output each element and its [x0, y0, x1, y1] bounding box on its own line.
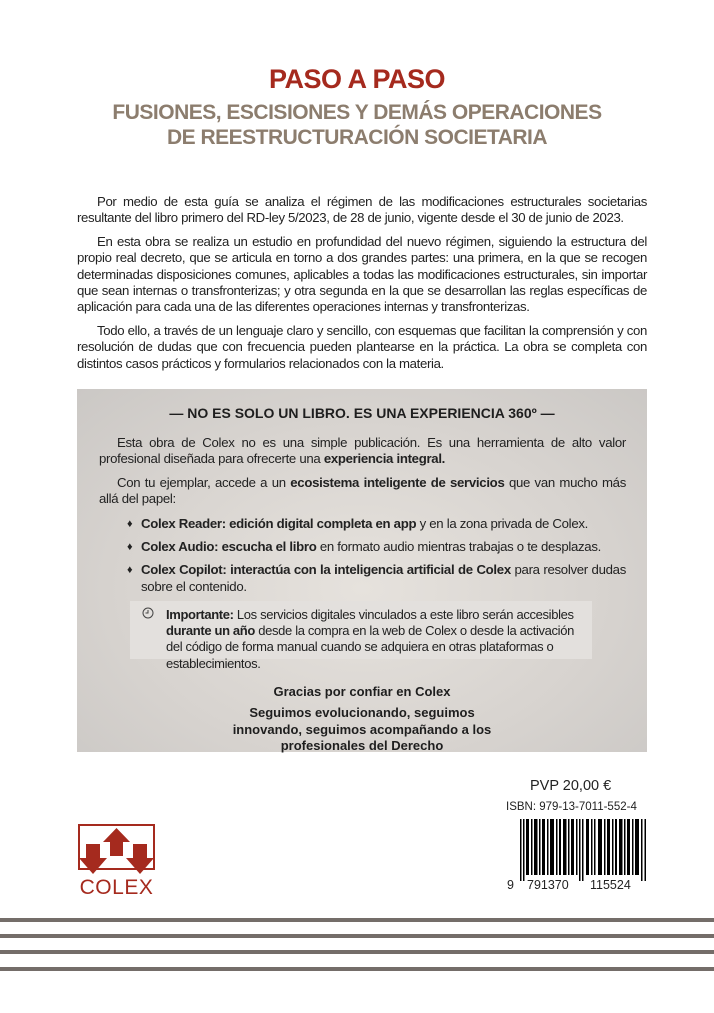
note-label: Importante: — [166, 607, 234, 622]
service-item-reader — [127, 516, 626, 532]
experience-heading: — NO ES SOLO UN LIBRO. ES UNA EXPERIENCIA 360º — — [169, 405, 555, 421]
intro-paragraph: En esta obra se realiza un estudio en profundidad del nuevo régimen, siguiendo la estructura del propio real decreto, que se articula en torno a dos grandes partes: una primera, en la que se recogen determinadas disposiciones comunes, aplicables a todas las modificaciones estructurales, sin importar que sean internas o transfronterizas; y otra segunda en la que se desarrollan las reglas específicas de aplicación para cada una de las diferentes operaciones internas y transfronterizas. — [77, 233, 647, 315]
decorative-rule — [0, 918, 714, 922]
experience-paragraph — [99, 475, 626, 508]
motto-text: Seguimos evolucionando, seguimos innovando, seguimos acompañando a los profesionales del Derecho — [232, 705, 492, 753]
book-title-line2: DE REESTRUCTURACIÓN SOCIETARIA — [166, 126, 548, 149]
important-note — [130, 601, 592, 671]
motto — [77, 705, 647, 755]
note-text: Los servicios digitales vinculados a este libro serán accesibles — [233, 607, 574, 622]
note-emphasis: durante un año — [166, 623, 255, 639]
intro-text — [77, 194, 647, 379]
text: Con tu ejemplar, accede a un — [117, 474, 291, 490]
colex-logo — [78, 824, 155, 900]
service-name: Colex Reader: edición digital completa en app — [141, 515, 417, 531]
decorative-rule — [0, 934, 714, 938]
diamond-bullet-icon: ♦ — [127, 517, 133, 530]
service-item-audio — [127, 539, 626, 555]
barcode-icon — [520, 819, 647, 881]
price: PVP 20,00 € — [530, 778, 612, 794]
series-title: PASO A PASO — [268, 64, 446, 94]
publisher-name: COLEX — [79, 876, 154, 899]
note-text: desde la compra en la web de Colex o desde la activación del código de forma manual cuando se adquiera en otras plataformas o establecimientos. — [166, 623, 574, 671]
book-title-line1: FUSIONES, ESCISIONES Y DEMÁS OPERACIONES — [112, 101, 602, 124]
experience-box — [77, 389, 647, 752]
emphasis: ecosistema inteligente de servicios — [290, 474, 505, 490]
service-desc: para resolver dudas sobre el contenido. — [141, 562, 626, 594]
diamond-bullet-icon: ♦ — [127, 564, 133, 577]
text: Esta obra de Colex no es una simple publicación. Es una herramienta de alto valor profesional diseñada para ofrecerte una — [99, 435, 626, 467]
service-item-copilot — [127, 562, 626, 595]
diamond-bullet-icon: ♦ — [127, 541, 133, 554]
experience-body — [99, 435, 626, 602]
emphasis: experiencia integral. — [323, 451, 446, 467]
thanks-line: Gracias por confiar en Colex — [273, 684, 451, 699]
service-desc: en formato audio mientras trabajas o te desplazas. — [316, 539, 602, 555]
decorative-rule — [0, 950, 714, 954]
clock-icon — [142, 607, 154, 623]
decorative-rule — [0, 967, 714, 971]
service-desc: y en la zona privada de Colex. — [416, 515, 589, 531]
service-name: Colex Audio: escucha el libro — [141, 539, 317, 555]
barcode-digit-lead: 9 — [507, 878, 514, 892]
barcode-digits-left: 791370 — [527, 878, 569, 892]
services-list — [127, 516, 626, 596]
intro-paragraph: Todo ello, a través de un lenguaje claro y sencillo, con esquemas que facilitan la comprensión y con resolución de dudas que con frecuencia pueden plantearse en la práctica. La obra se completa con distintos casos prácticos y formularios relacionados con la materia. — [77, 322, 647, 371]
service-name: Colex Copilot: interactúa con la inteligencia artificial de Colex — [141, 562, 511, 578]
isbn: ISBN: 979-13-7011-552-4 — [506, 801, 637, 813]
text: que van mucho más allá del papel: — [99, 474, 626, 507]
barcode-digits-right: 115524 — [590, 878, 631, 892]
experience-paragraph — [99, 435, 626, 468]
intro-paragraph: Por medio de esta guía se analiza el régimen de las modificaciones estructurales societarias resultante del libro primero del RD-ley 5/2023, de 28 de junio, vigente desde el 30 de junio de 2023. — [77, 194, 647, 226]
